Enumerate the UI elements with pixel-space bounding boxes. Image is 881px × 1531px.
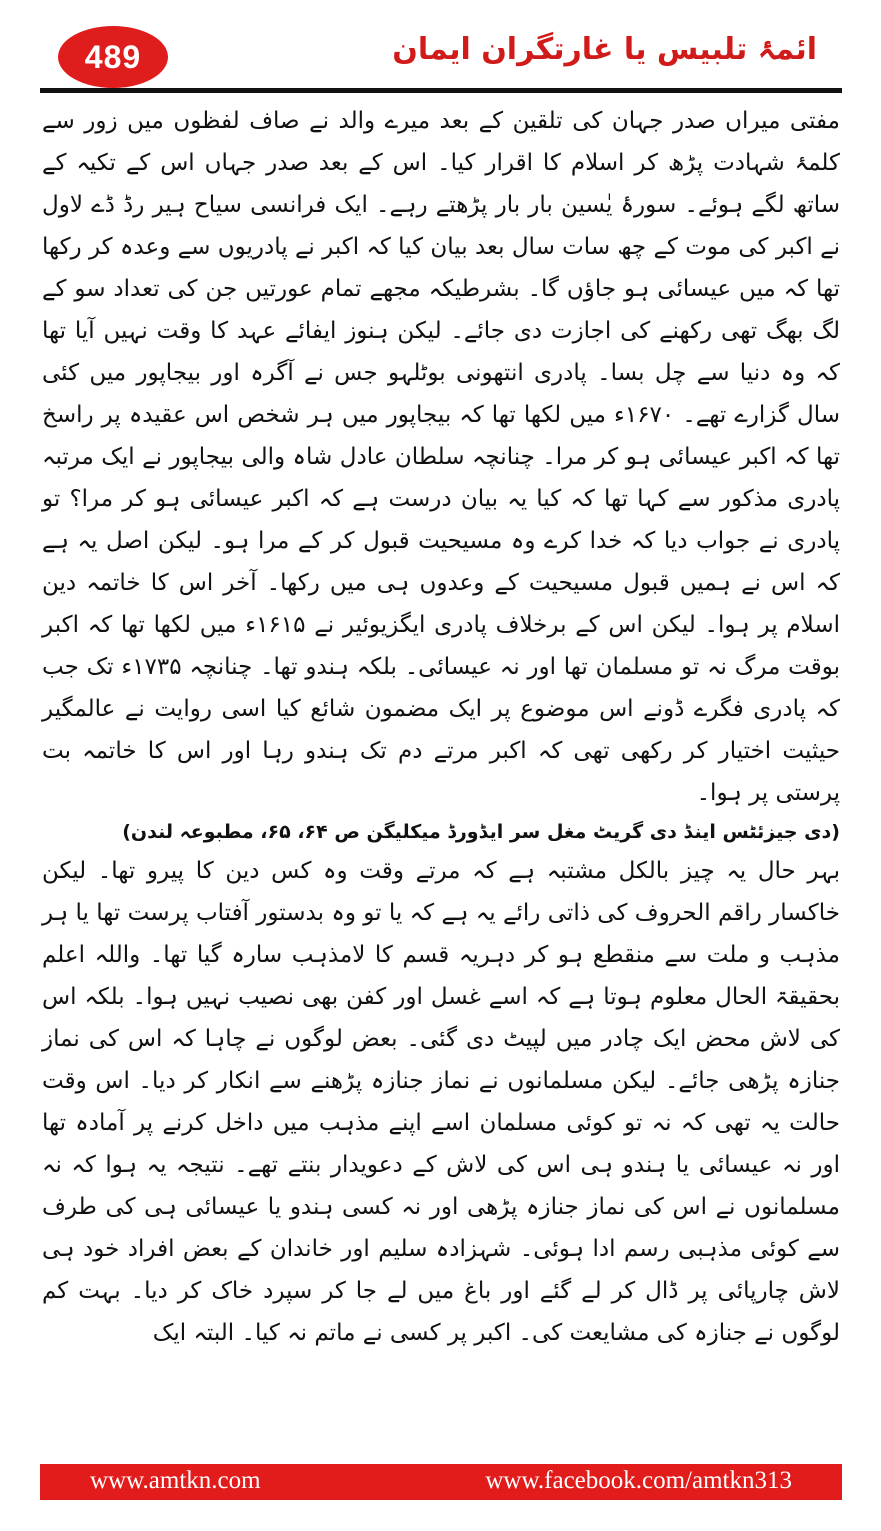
citation: (دی جیزئٹس اینڈ دی گریٹ مغل سر ایڈورڈ میکلیگن ص ۶۴، ۶۵، مطبوعہ لندن) xyxy=(122,821,840,843)
page-number-badge: 489 xyxy=(58,26,168,88)
book-title: ائمۂ تلبیس یا غارتگران ایمان xyxy=(392,32,817,67)
body-paragraph: بہر حال یہ چیز بالکل مشتبہ ہے کہ مرتے وقت وہ کس دین کا پیرو تھا۔ لیکن خاکسار راقم الحروف کی ذاتی رائے یہ ہے کہ یا تو وہ بدستور آفتاب پرست تھا یا ہر مذہب و ملت سے منقطع ہو کر دہریہ قسم کا لامذہب سارہ گیا تھا۔ واللہ اعلم بحقیقۃ الحال معلوم ہوتا ہے کہ اسے غسل اور کفن بھی نصیب نہیں ہوا۔ بلکہ اس کی لاش محض ایک چادر میں لپیٹ دی گئی۔ بعض لوگوں نے چاہا کہ اس کی نماز جنازہ پڑھی جائے۔ لیکن مسلمانوں نے نماز جنازہ پڑھنے سے انکار کر دیا۔ اس وقت حالت یہ تھی کہ نہ تو کوئی مسلمان اسے اپنے مذہب میں داخل کرنے پر آمادہ تھا اور نہ عیسائی یا ہندو ہی اس کی لاش کے دعویدار بنتے تھے۔ نتیجہ یہ ہوا کہ نہ مسلمانوں نے اس کی نماز جنازہ پڑھی اور نہ کسی ہندو یا عیسائی ہی کی طرف سے کوئی مذہبی رسم ادا ہوئی۔ شہزادہ سلیم اور خاندان کے بعض افراد خود ہی لاش چارپائی پر ڈال کر لے گئے اور باغ میں لے جا کر سپرد خاک کر دیا۔ بہت کم لوگوں نے جنازہ کی مشایعت کی۔ اکبر پر کسی نے ماتم نہ کیا۔ البتہ ایک xyxy=(42,858,840,1346)
header-divider xyxy=(40,88,842,93)
page-header xyxy=(40,18,845,98)
page-footer xyxy=(40,1464,842,1500)
body-paragraph: مفتی میراں صدر جہان کی تلقین کے بعد میرے والد نے صاف لفظوں میں زور سے کلمۂ شہادت پڑھ کر اسلام کا اقرار کیا۔ اس کے بعد صدر جہاں اس کے تکیہ کے ساتھ لگے ہوئے۔ سورۂ یٰسین بار بار پڑھتے رہے۔ ایک فرانسی سیاح ہیر رڈ ڈے لاول نے اکبر کی موت کے چھ سات سال بعد بیان کیا کہ اکبر نے پادریوں سے وعدہ کر رکھا تھا کہ میں عیسائی ہو جاؤں گا۔ بشرطیکہ مجھے تمام عورتیں جن کی تعداد سو کے لگ بھگ تھی رکھنے کی اجازت دی جائے۔ لیکن ہنوز ایفائے عہد کا وقت نہیں آیا تھا کہ وہ دنیا سے چل بسا۔ پادری انتھونی بوٹلہو جس نے آگرہ اور بیجاپور میں کئی سال گزارے تھے۔ ۱۶۷۰ء میں لکھا تھا کہ بیجاپور میں ہر شخص اس عقیدہ پر راسخ تھا کہ اکبر عیسائی ہو کر مرا۔ چنانچہ سلطان عادل شاہ والی بیجاپور نے ایک مرتبہ پادری مذکور سے کہا تھا کہ کیا یہ بیان درست ہے کہ اکبر عیسائی ہو کر مرا؟ تو پادری نے جواب دیا کہ خدا کرے وہ مسیحیت قبول کر کے مرا ہو۔ لیکن اصل یہ ہے کہ اس نے ہمیں قبول مسیحیت کے وعدوں ہی میں رکھا۔ آخر اس کا خاتمہ دین اسلام پر ہوا۔ لیکن اس کے برخلاف پادری ایگزیوئیر نے ۱۶۱۵ء میں لکھا تھا کہ اکبر بوقت مرگ نہ تو مسلمان تھا اور نہ عیسائی۔ بلکہ ہندو تھا۔ چنانچہ ۱۷۳۵ء تک جب کہ پادری فگرے ڈونے اس موضوع پر ایک مضمون شائع کیا اسی روایت نے عالمگیر حیثیت اختیار کر رکھی تھی کہ اکبر مرتے دم تک ہندو رہا اور اس کا خاتمہ بت پرستی پر ہوا۔ xyxy=(42,108,840,806)
footer-facebook-link[interactable]: www.facebook.com/amtkn313 xyxy=(485,1467,792,1494)
page-body xyxy=(42,100,840,1354)
footer-website-link[interactable]: www.amtkn.com xyxy=(90,1467,261,1494)
